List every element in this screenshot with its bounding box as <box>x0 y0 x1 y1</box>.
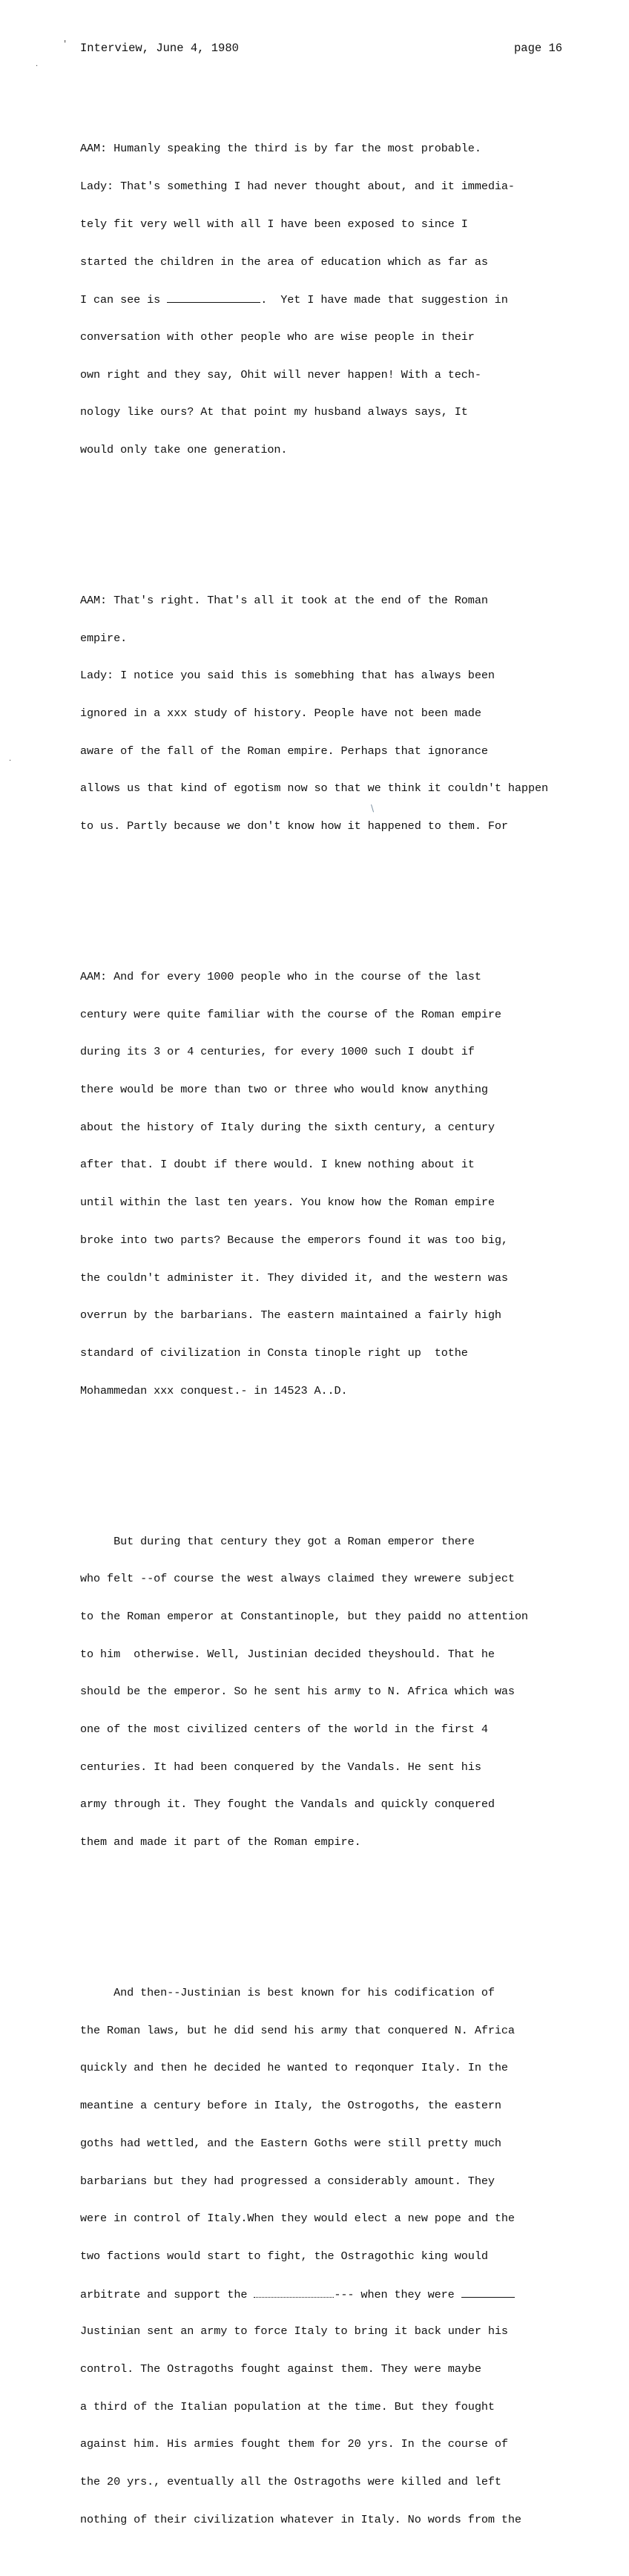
text-line: AAM: And for every 1000 people who in the course of the last <box>80 969 481 983</box>
text-line: against him. His armies fought them for 20 yrs. In the course of <box>80 2437 508 2451</box>
text-line: them and made it part of the Roman empire. <box>80 1835 361 1849</box>
text-line: conversation with other people who are wise people in their <box>80 330 475 344</box>
text-line: to him otherwise. Well, Justinian decided theyshould. That he <box>80 1647 495 1661</box>
text-line: broke into two parts? Because the emperors found it was too big, <box>80 1233 508 1247</box>
text-line: Justinian sent an army to force Italy to bring it back under his <box>80 2324 508 2339</box>
page-number: page 16 <box>514 42 563 55</box>
text-segment: arbitrate and support the <box>80 2287 248 2301</box>
text-segment: I can see is <box>80 293 161 307</box>
stray-mark: \ <box>371 803 375 813</box>
blank-underline <box>167 293 260 303</box>
text-line: empire. <box>80 631 128 645</box>
text-line-with-blanks <box>80 2288 625 2301</box>
text-line: Lady: That's something I had never thought about, and it immedia- <box>80 180 515 194</box>
text-line: ignored in a xxx study of history. People have not been made <box>80 707 481 721</box>
text-line: allows us that kind of egotism now so that we think it couldn't happen <box>80 781 548 796</box>
text-line: barbarians but they had progressed a considerably amount. They <box>80 2174 495 2188</box>
text-line: AAM: Humanly speaking the third is by far the most probable. <box>80 142 481 156</box>
text-line: there would be more than two or three who would know anything <box>80 1083 488 1097</box>
text-line: the couldn't administer it. They divided it, and the western was <box>80 1271 508 1285</box>
paragraph <box>80 945 625 1422</box>
text-line: Lady: I notice you said this is somebhing that has always been <box>80 669 495 683</box>
stray-mark: · <box>36 62 39 71</box>
paragraph <box>80 118 625 482</box>
text-line: And then--Justinian is best known for his codification of <box>80 1986 495 2000</box>
text-line: tely fit very well with all I have been exposed to since I <box>80 217 468 231</box>
text-line-with-blank <box>80 293 625 306</box>
text-line: overrun by the barbarians. The eastern maintained a fairly high <box>80 1308 501 1323</box>
text-line: nology like ours? At that point my husband always says, It <box>80 405 468 419</box>
text-segment: . Yet I have made that suggestion in <box>260 293 508 307</box>
text-line: one of the most civilized centers of the world in the first 4 <box>80 1723 488 1737</box>
blank-underline <box>254 2288 334 2298</box>
text-line: meantine a century before in Italy, the Ostrogoths, the eastern <box>80 2099 501 2113</box>
text-line: standard of civilization in Consta tinople right up tothe <box>80 1346 468 1360</box>
text-line: century were quite familiar with the course of the Roman empire <box>80 1007 501 1021</box>
paragraph <box>80 1510 625 1874</box>
stray-mark: ' <box>64 39 67 49</box>
text-line: goths had wettled, and the Eastern Goths were still pretty much <box>80 2136 501 2150</box>
text-line: to the Roman emperor at Constantinople, but they paidd no attention <box>80 1609 528 1623</box>
text-line: quickly and then he decided he wanted to reqonquer Italy. In the <box>80 2061 508 2075</box>
text-line: the Roman laws, but he did send his army that conquered N. Africa <box>80 2023 515 2037</box>
text-line: army through it. They fought the Vandals and quickly conquered <box>80 1797 495 1812</box>
text-line: who felt --of course the west always claimed they wrewere subject <box>80 1572 515 1586</box>
text-line: nothing of their civilization whatever in Italy. No words from the <box>80 2512 521 2526</box>
text-line: two factions would start to fight, the Ostragothic king would <box>80 2249 488 2263</box>
text-line: the 20 yrs., eventually all the Ostragoths were killed and left <box>80 2475 501 2489</box>
paragraph <box>80 569 625 858</box>
text-line: aware of the fall of the Roman empire. Perhaps that ignorance <box>80 744 488 758</box>
text-line: centuries. It had been conquered by the Vandals. He sent his <box>80 1760 481 1774</box>
text-line: were in control of Italy.When they would elect a new pope and the <box>80 2212 515 2226</box>
text-line: started the children in the area of education which as far as <box>80 255 488 269</box>
text-line: control. The Ostragoths fought against them. They were maybe <box>80 2362 481 2376</box>
blank-underline <box>461 2288 515 2298</box>
text-line: AAM: That's right. That's all it took at the end of the Roman <box>80 593 488 607</box>
text-line: about the history of Italy during the sixth century, a century <box>80 1120 495 1134</box>
header-title: Interview, June 4, 1980 <box>80 42 239 55</box>
text-line: during its 3 or 4 centuries, for every 1000 such I doubt if <box>80 1045 475 1059</box>
text-line: Mohammedan xxx conquest.- in 14523 A..D. <box>80 1383 348 1397</box>
text-segment: --- when they were <box>334 2287 455 2301</box>
text-line: But during that century they got a Roman emperor there <box>80 1534 475 1548</box>
text-line: a third of the Italian population at the time. But they fought <box>80 2399 495 2413</box>
text-line: to us. Partly because we don't know how it happened to them. For <box>80 819 508 833</box>
paragraph <box>80 1962 625 2551</box>
text-line: would only take one generation. <box>80 443 288 457</box>
text-line: own right and they say, Ohit will never happen! With a tech- <box>80 367 481 381</box>
text-line: until within the last ten years. You know how the Roman empire <box>80 1196 495 1210</box>
text-line: should be the emperor. So he sent his army to N. Africa which was <box>80 1685 515 1699</box>
text-line: after that. I doubt if there would. I knew nothing about it <box>80 1158 475 1172</box>
document-body <box>80 68 625 2576</box>
stray-mark: · <box>9 757 12 765</box>
